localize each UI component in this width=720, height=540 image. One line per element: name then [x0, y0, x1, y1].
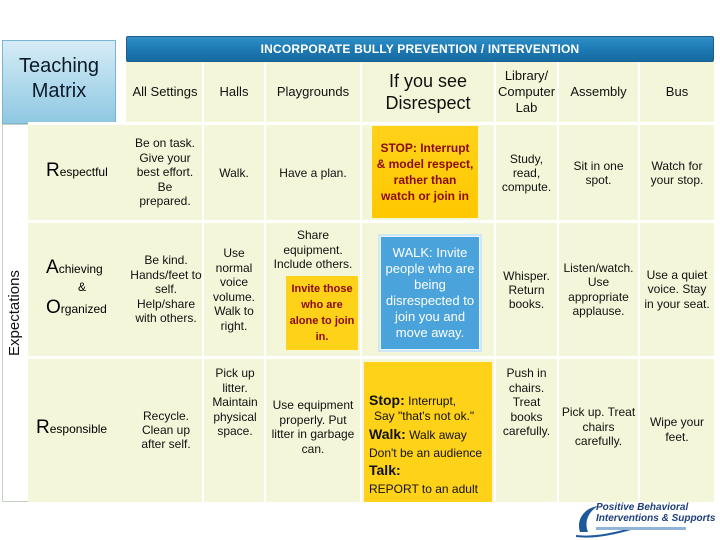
cell-respectful-all-settings: Be on task. Give your best effort. Be prepared.: [134, 136, 196, 209]
header-all-settings: All Settings: [132, 84, 198, 99]
cell-respectful-playgrounds: Have a plan.: [279, 165, 347, 180]
pbis-logo: [574, 502, 718, 538]
cell-achieving-assembly: Listen/watch. Use appropriate applause.: [563, 260, 634, 318]
row-divider: [126, 356, 714, 359]
logo-line-2: Interventions & Supports: [596, 513, 716, 524]
cell-achieving-playgrounds: Share equipment. Include others.: [273, 228, 353, 272]
column-divider: [638, 62, 640, 502]
header-if-you-see-disrespect: If you see Disrespect: [385, 71, 471, 113]
column-divider: [557, 62, 559, 502]
row-label-respectful: Respectful: [46, 160, 108, 181]
row-label-responsible: Responsible: [36, 417, 108, 438]
title-line-2: Matrix: [31, 80, 87, 102]
row-label-organized: Organized: [46, 297, 107, 318]
cell-achieving-library: Whisper. Return books.: [503, 268, 550, 311]
banner-text: INCORPORATE BULLY PREVENTION / INTERVENTION: [260, 42, 580, 56]
logo-line-1: Positive Behavioral: [596, 502, 689, 513]
cell-responsible-halls: Pick up litter. Maintain physical space.: [212, 366, 258, 438]
audience-line: Don't be an audience: [369, 446, 483, 460]
cell-achieving-disrespect: WALK: Invite people who are being disrespected to join you and move away.: [380, 236, 480, 350]
header-assembly: Assembly: [570, 84, 627, 99]
column-divider: [360, 62, 362, 502]
cell-achieving-playgrounds-highlight: Invite those who are alone to join in.: [286, 276, 358, 350]
title-line-1: Teaching: [18, 55, 100, 77]
column-divider: [494, 62, 496, 502]
row-label-achieving: Achieving: [46, 257, 103, 278]
header-library-computer-lab: Library/ Computer Lab: [497, 68, 556, 115]
walk-line: Walk: Walk away: [369, 426, 467, 442]
cell-responsible-all-settings: Recycle. Clean up after self.: [141, 409, 191, 451]
cell-respectful-disrespect: STOP: Interrupt & model respect, rather than watch or join in: [372, 126, 478, 218]
logo-underline: [596, 527, 686, 530]
row-label-cell: [28, 220, 126, 358]
teaching-matrix-title: [6, 54, 112, 104]
cell-responsible-assembly: Pick up. Treat chairs carefully.: [561, 405, 636, 448]
say-line: Say "that's not ok.": [374, 409, 475, 423]
cell-respectful-bus: Watch for your stop.: [650, 158, 704, 187]
cell-responsible-library: Push in chairs. Treat books carefully.: [502, 366, 551, 438]
cell-respectful-assembly: Sit in one spot.: [573, 158, 624, 187]
cell-responsible-playgrounds: Use equipment properly. Put litter in garbage can.: [271, 398, 355, 456]
cell-achieving-bus: Use a quiet voice. Stay in your seat.: [644, 267, 710, 311]
talk-line: Talk:: [369, 462, 401, 478]
cell-achieving-all-settings: Be kind. Hands/feet to self. Help/share with others.: [130, 253, 202, 326]
row-label-ampersand: &: [78, 280, 87, 294]
header-halls: Halls: [219, 84, 249, 99]
cell-achieving-halls: Use normal voice volume. Walk to right.: [212, 246, 256, 333]
cell-respectful-halls: Walk.: [219, 165, 249, 180]
report-line: REPORT to an adult: [369, 482, 478, 496]
header-playgrounds: Playgrounds: [276, 84, 350, 99]
expectations-label: Expectations: [6, 270, 23, 356]
stop-line: Stop: Interrupt,: [369, 392, 457, 408]
banner: [126, 36, 714, 62]
header-bus: Bus: [665, 84, 689, 99]
cell-responsible-bus: Wipe your feet.: [649, 415, 705, 444]
cell-respectful-library: Study, read, compute.: [501, 151, 552, 194]
